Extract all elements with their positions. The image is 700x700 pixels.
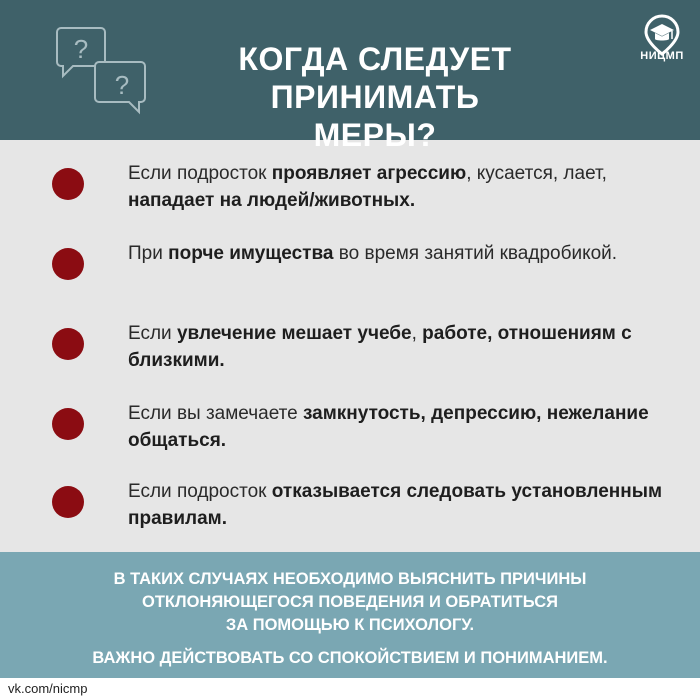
footer-banner: [0, 552, 700, 678]
plain-text: ,: [411, 323, 423, 344]
bullet-icon: [52, 486, 84, 518]
title-line-2: ПРИНИМАТЬ МЕРЫ?: [270, 79, 480, 153]
footer-advice: [30, 568, 670, 637]
emphasis-text: увлечение мешает учебе: [176, 323, 412, 344]
footer-note: ВАЖНО ДЕЙСТВОВАТЬ СО СПОКОЙСТВИЕМ И ПОНИМАНИЕМ.: [92, 649, 608, 667]
emphasis-text: проявляет агрессию: [271, 163, 467, 184]
plain-text: Если вы замечаете: [128, 403, 303, 424]
emphasis-text: порче имущества: [168, 243, 334, 264]
list-item: [0, 232, 700, 314]
plain-text: Если подросток: [128, 163, 272, 184]
plain-text: Если: [128, 323, 177, 344]
source-link[interactable]: vk.com/nicmp: [8, 681, 88, 696]
plain-text: Если подросток: [128, 481, 272, 502]
list-item-text: [128, 478, 668, 532]
svg-text:?: ?: [114, 70, 130, 100]
footer-line-2: ОТКЛОНЯЮЩЕГОСЯ ПОВЕДЕНИЯ И ОБРАТИТЬСЯ: [142, 593, 558, 611]
svg-text:?: ?: [73, 34, 89, 64]
list-item: [0, 470, 700, 552]
header-banner: [0, 0, 700, 153]
list-item-text: [128, 320, 668, 374]
emphasis-text: работе, отношениям с близкими.: [128, 323, 632, 371]
list-item: [0, 152, 700, 234]
conditions-list: [0, 140, 700, 552]
footer-line-3: ЗА ПОМОЩЬЮ К ПСИХОЛОГУ.: [225, 616, 475, 634]
list-item-text: [128, 160, 668, 214]
list-item-text: [128, 240, 668, 267]
bullet-icon: [52, 168, 84, 200]
footer-line-1: В ТАКИХ СЛУЧАЯХ НЕОБХОДИМО ВЫЯСНИТЬ ПРИЧИНЫ: [113, 570, 587, 588]
plain-text: во время занятий квадробикой.: [333, 243, 618, 264]
emphasis-text: отказывается следовать установленным правилам.: [128, 481, 663, 529]
bullet-icon: [52, 248, 84, 280]
source-bar: [0, 678, 700, 700]
logo-text: НИЦМП: [640, 50, 684, 62]
question-bubbles-icon: [55, 18, 155, 118]
emphasis-text: замкнутость, депрессию, нежелание общаться.: [128, 403, 649, 451]
bullet-icon: [52, 328, 84, 360]
list-item-text: [128, 400, 668, 454]
list-item: [0, 392, 700, 474]
plain-text: , кусается, лает,: [466, 163, 607, 184]
title-line-1: КОГДА СЛЕДУЕТ: [238, 41, 512, 77]
page-title: [205, 40, 545, 154]
list-item: [0, 312, 700, 394]
plain-text: При: [128, 243, 169, 264]
emphasis-text: нападает на людей/животных.: [128, 190, 416, 211]
bullet-icon: [52, 408, 84, 440]
